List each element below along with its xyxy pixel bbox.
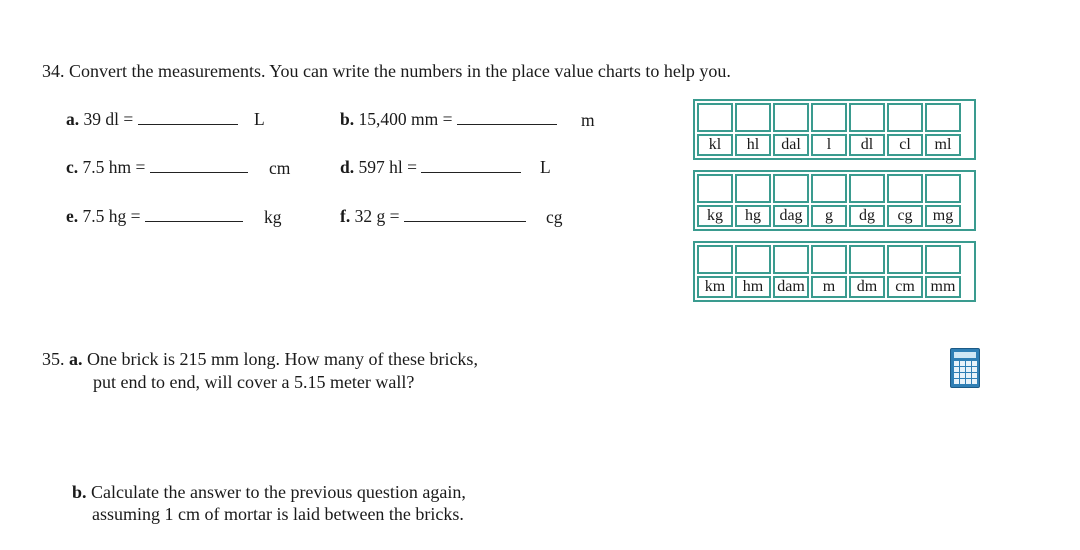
problem-a bbox=[66, 109, 238, 130]
chart-input-cell[interactable] bbox=[773, 245, 809, 274]
chart-unit-label: m bbox=[811, 276, 847, 298]
chart-input-cell[interactable] bbox=[849, 103, 885, 132]
chart-unit-label: dl bbox=[849, 134, 885, 156]
unit-e: kg bbox=[264, 207, 282, 227]
chart-unit-label: dag bbox=[773, 205, 809, 227]
chart-input-cell[interactable] bbox=[735, 245, 771, 274]
problem-label: b. bbox=[340, 109, 355, 129]
problem-c bbox=[66, 157, 248, 178]
chart-input-cell[interactable] bbox=[925, 245, 961, 274]
problem-label: c. bbox=[66, 157, 79, 177]
problem-label: d. bbox=[340, 157, 355, 177]
chart-input-cell[interactable] bbox=[925, 174, 961, 203]
chart-input-cell[interactable] bbox=[773, 174, 809, 203]
problem-expression: 32 g = bbox=[354, 206, 400, 226]
chart-input-cell[interactable] bbox=[735, 103, 771, 132]
chart-input-cell[interactable] bbox=[849, 245, 885, 274]
chart-input-cell[interactable] bbox=[811, 245, 847, 274]
chart-unit-label: mm bbox=[925, 276, 961, 298]
chart-unit-label: dm bbox=[849, 276, 885, 298]
unit-d: L bbox=[540, 157, 551, 177]
chart-input-cell[interactable] bbox=[811, 103, 847, 132]
chart-input-cell[interactable] bbox=[887, 245, 923, 274]
question-35b-line2: assuming 1 cm of mortar is laid between the bricks. bbox=[92, 504, 464, 524]
chart-unit-label: cg bbox=[887, 205, 923, 227]
chart-unit-label: hg bbox=[735, 205, 771, 227]
chart-unit-label: kg bbox=[697, 205, 733, 227]
chart-input-cell[interactable] bbox=[849, 174, 885, 203]
answer-blank-c[interactable] bbox=[150, 158, 248, 173]
chart-unit-label: g bbox=[811, 205, 847, 227]
chart-input-cell[interactable] bbox=[735, 174, 771, 203]
place-value-chart-mass bbox=[693, 170, 976, 231]
part-label: a. bbox=[69, 349, 83, 369]
chart-input-cell[interactable] bbox=[811, 174, 847, 203]
question-35b bbox=[72, 481, 466, 503]
calculator-icon[interactable] bbox=[950, 348, 980, 388]
unit-c: cm bbox=[269, 158, 291, 178]
problem-label: f. bbox=[340, 206, 351, 226]
chart-input-cell[interactable] bbox=[697, 174, 733, 203]
problem-e bbox=[66, 206, 243, 227]
unit-b: m bbox=[581, 110, 595, 130]
place-value-chart-volume bbox=[693, 99, 976, 160]
chart-unit-label: dam bbox=[773, 276, 809, 298]
chart-unit-label: kl bbox=[697, 134, 733, 156]
chart-unit-label: ml bbox=[925, 134, 961, 156]
question-number: 35. bbox=[42, 349, 65, 369]
chart-unit-label: mg bbox=[925, 205, 961, 227]
chart-input-cell[interactable] bbox=[887, 174, 923, 203]
chart-unit-label: hl bbox=[735, 134, 771, 156]
problem-expression: 597 hl = bbox=[358, 157, 417, 177]
chart-input-cell[interactable] bbox=[773, 103, 809, 132]
chart-unit-label: km bbox=[697, 276, 733, 298]
chart-input-cell[interactable] bbox=[925, 103, 961, 132]
answer-blank-f[interactable] bbox=[404, 207, 526, 222]
problem-d bbox=[340, 157, 521, 178]
problem-f bbox=[340, 206, 526, 227]
problem-expression: 7.5 hg = bbox=[82, 206, 141, 226]
question-text: Calculate the answer to the previous question again, bbox=[91, 482, 466, 502]
chart-unit-label: l bbox=[811, 134, 847, 156]
problem-expression: 7.5 hm = bbox=[82, 157, 146, 177]
question-35a bbox=[42, 348, 478, 370]
unit-f: cg bbox=[546, 207, 563, 227]
chart-unit-label: dal bbox=[773, 134, 809, 156]
answer-blank-e[interactable] bbox=[145, 207, 243, 222]
problem-label: a. bbox=[66, 109, 80, 129]
chart-unit-label: cl bbox=[887, 134, 923, 156]
question-text: One brick is 215 mm long. How many of these bricks, bbox=[87, 349, 478, 369]
problem-expression: 15,400 mm = bbox=[358, 109, 453, 129]
problem-expression: 39 dl = bbox=[83, 109, 134, 129]
chart-unit-label: cm bbox=[887, 276, 923, 298]
question-34-title: 34. Convert the measurements. You can write the numbers in the place value charts to help you. bbox=[42, 61, 731, 81]
chart-input-cell[interactable] bbox=[887, 103, 923, 132]
unit-a: L bbox=[254, 109, 265, 129]
part-label: b. bbox=[72, 482, 87, 502]
answer-blank-a[interactable] bbox=[138, 110, 238, 125]
problem-label: e. bbox=[66, 206, 79, 226]
chart-unit-label: hm bbox=[735, 276, 771, 298]
chart-input-cell[interactable] bbox=[697, 103, 733, 132]
question-35a-line2: put end to end, will cover a 5.15 meter wall? bbox=[93, 372, 415, 392]
place-value-chart-length bbox=[693, 241, 976, 302]
answer-blank-b[interactable] bbox=[457, 110, 557, 125]
chart-unit-label: dg bbox=[849, 205, 885, 227]
answer-blank-d[interactable] bbox=[421, 158, 521, 173]
problem-b bbox=[340, 109, 557, 130]
chart-input-cell[interactable] bbox=[697, 245, 733, 274]
